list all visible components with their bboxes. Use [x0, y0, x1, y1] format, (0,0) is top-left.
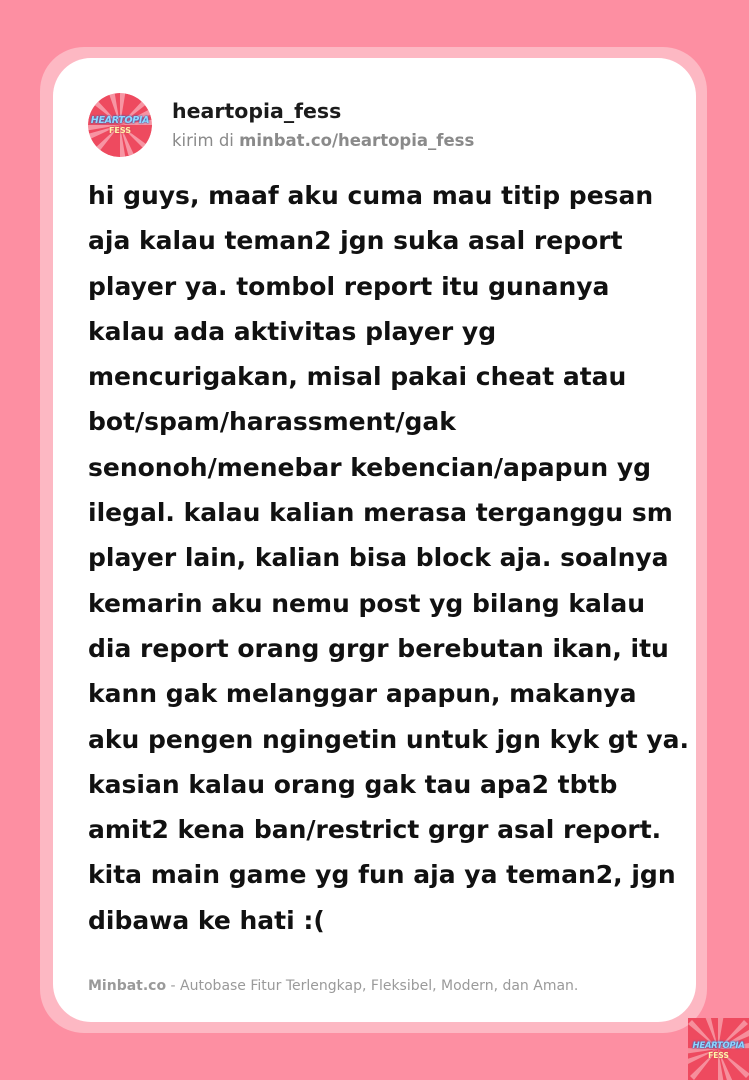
avatar-logo-subtitle: FESS — [108, 126, 132, 135]
message-line: aja kalau teman2 jgn suka asal report — [88, 226, 623, 256]
sender-prefix: kirim di — [172, 131, 240, 150]
message-line: kemarin aku nemu post yg bilang kalau — [88, 588, 646, 618]
message-line: kann gak melanggar apapun, makanya — [88, 679, 637, 709]
corner-watermark-logo — [688, 1018, 749, 1080]
avatar-logo-title: HEARTOPIA — [90, 115, 150, 126]
corner-logo-title: HEARTOPIA — [692, 1041, 745, 1051]
message-line: dibawa ke hati :( — [88, 905, 325, 935]
sender-subline — [172, 131, 474, 150]
message-line: kalau ada aktivitas player yg — [88, 316, 497, 346]
message-line: player ya. tombol report itu gunanya — [88, 271, 610, 301]
profile-link[interactable]: minbat.co/heartopia_fess — [239, 131, 475, 150]
message-line: amit2 kena ban/restrict grgr asal report. — [88, 815, 662, 845]
message-line: senonoh/menebar kebencian/apapun yg — [88, 452, 652, 482]
message-line: kita main game yg fun aja ya teman2, jgn — [88, 860, 676, 890]
message-line: dia report orang grgr berebutan ikan, itu — [88, 633, 669, 663]
corner-logo-subtitle: FESS — [708, 1051, 729, 1060]
avatar[interactable] — [88, 93, 152, 157]
message-line: ilegal. kalau kalian merasa terganggu sm — [88, 498, 673, 528]
message-line: aku pengen ngingetin untuk jgn kyk gt ya. — [88, 724, 690, 754]
message-line: mencurigakan, misal pakai cheat atau — [88, 362, 627, 392]
message-line: bot/spam/harassment/gak — [88, 407, 456, 437]
message-line: player lain, kalian bisa block aja. soalnya — [88, 543, 669, 573]
footer-brand[interactable]: Minbat.co — [88, 978, 167, 994]
footer-text: - Autobase Fitur Terlengkap, Fleksibel, Modern, dan Aman. — [166, 978, 579, 994]
username[interactable]: heartopia_fess — [172, 99, 342, 123]
message-body — [88, 173, 690, 943]
footer-tagline — [88, 978, 578, 994]
message-line: hi guys, maaf aku cuma mau titip pesan — [88, 181, 654, 210]
message-line: kasian kalau orang gak tau apa2 tbtb — [88, 769, 618, 799]
